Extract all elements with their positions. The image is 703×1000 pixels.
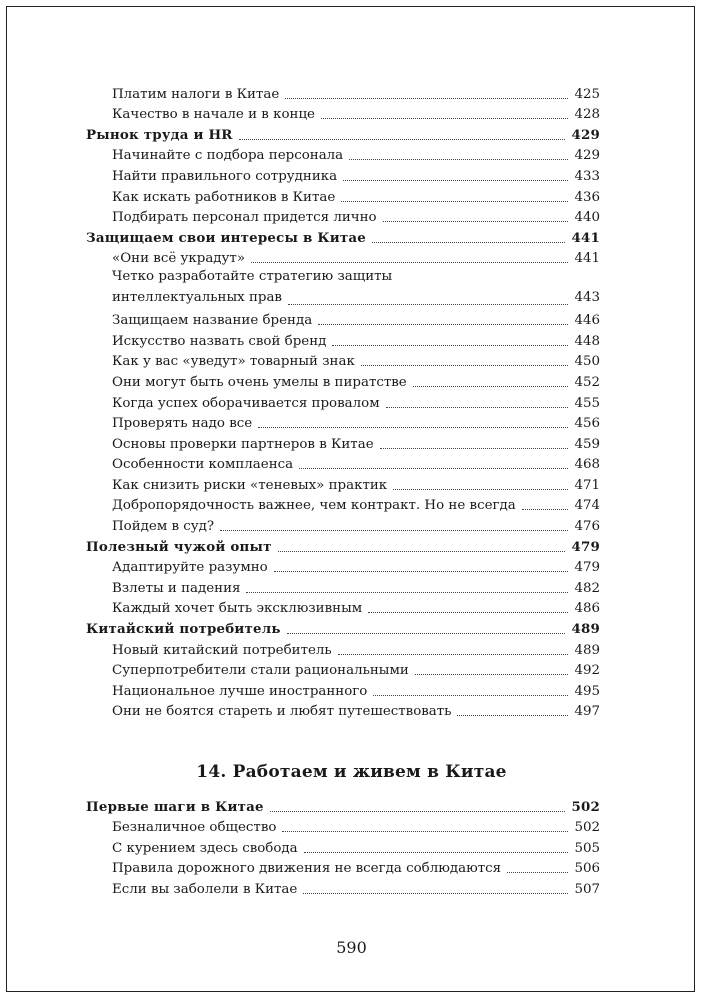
toc-entry — [86, 329, 600, 350]
toc-entry-title: Пойдем в суд? — [112, 519, 215, 535]
toc-entry-page: 436 — [574, 189, 600, 205]
toc-entry — [86, 185, 600, 206]
toc-entry-title: Они не боятся стареть и любят путешествовать — [112, 704, 452, 720]
toc-entry — [86, 836, 600, 857]
toc-entry-page: 492 — [574, 663, 600, 679]
toc-entry-title: С курением здесь свобода — [112, 840, 298, 856]
toc-entry-page: 502 — [574, 820, 600, 836]
toc-entry — [86, 144, 600, 165]
toc-entry-page: 507 — [574, 881, 600, 897]
dot-leader — [522, 508, 569, 510]
toc-entry-page: 433 — [574, 168, 600, 184]
toc-section-entry — [86, 617, 600, 638]
toc-entry — [86, 576, 600, 597]
toc-entry — [86, 103, 600, 124]
toc-entry-title: Адаптируйте разумно — [112, 560, 268, 576]
dot-leader — [258, 426, 568, 428]
dot-leader — [507, 871, 568, 873]
dot-leader — [318, 323, 568, 325]
dot-leader — [383, 220, 569, 222]
dot-leader — [287, 632, 566, 634]
toc-entry — [86, 638, 600, 659]
toc-entry-page: 471 — [574, 477, 600, 493]
toc-entry-title: Защищаем свои интересы в Китае — [86, 229, 366, 246]
toc-entry-title: Взлеты и падения — [112, 580, 241, 596]
dot-leader — [373, 694, 568, 696]
toc-entry-page: 429 — [574, 148, 600, 164]
toc-entry-title: Искусство назвать свой бренд — [112, 333, 327, 349]
toc-entry-page: 425 — [574, 86, 600, 102]
toc-entry-page: 450 — [574, 354, 600, 370]
toc-entry-title: Национальное лучше иностранного — [112, 683, 368, 699]
toc-entry-title: Подбирать персонал придется лично — [112, 210, 377, 226]
toc-entry-page: 479 — [574, 560, 600, 576]
toc-entry — [86, 514, 600, 535]
toc-section-entry — [86, 123, 600, 144]
toc-entry-title-continued: интеллектуальных прав — [112, 289, 282, 305]
toc-entry-title: Платим налоги в Китае — [112, 86, 280, 102]
dot-leader — [282, 830, 568, 832]
toc-entry-title: Когда успех оборачивается провалом — [112, 395, 380, 411]
table-of-contents-lower — [86, 795, 600, 898]
dot-leader — [303, 892, 568, 894]
dot-leader — [361, 364, 569, 366]
toc-entry-title: Начинайте с подбора персонала — [112, 148, 344, 164]
toc-entry-page: 502 — [571, 798, 600, 815]
dot-leader — [278, 550, 566, 552]
chapter-title: 14. Работаем и живем в Китае — [196, 762, 507, 782]
toc-entry-title: Правила дорожного движения не всегда соблюдаются — [112, 861, 502, 877]
toc-entry — [86, 659, 600, 680]
toc-entry-title: Рынок труда и HR — [86, 126, 233, 143]
dot-leader — [349, 158, 568, 160]
toc-entry — [86, 597, 600, 618]
toc-entry — [86, 82, 600, 103]
toc-entry-page: 452 — [574, 374, 600, 390]
toc-entry — [86, 412, 600, 433]
toc-entry-title: Они могут быть очень умелы в пиратстве — [112, 374, 407, 390]
toc-entry-page: 455 — [574, 395, 600, 411]
dot-leader — [332, 344, 568, 346]
toc-entry-page: 476 — [574, 519, 600, 535]
dot-leader — [304, 851, 569, 853]
toc-entry-page: 459 — [574, 436, 600, 452]
dot-leader — [386, 406, 569, 408]
toc-entry-page: 486 — [574, 601, 600, 617]
toc-entry — [86, 432, 600, 453]
toc-entry — [86, 370, 600, 391]
dot-leader — [368, 611, 568, 613]
toc-entry-title: Найти правильного сотрудника — [112, 168, 338, 184]
toc-entry-page: 489 — [571, 621, 600, 638]
toc-entry-page: 505 — [574, 840, 600, 856]
toc-entry-page: 489 — [574, 642, 600, 658]
dot-leader — [288, 303, 568, 305]
dot-leader — [393, 488, 568, 490]
toc-entry-page: 429 — [571, 126, 600, 143]
dot-leader — [413, 385, 569, 387]
dot-leader — [321, 117, 568, 119]
toc-entry-title: Проверять надо все — [112, 416, 253, 432]
toc-entry — [86, 453, 600, 474]
toc-entry-page: 482 — [574, 580, 600, 596]
toc-entry-title: Качество в начале и в конце — [112, 107, 315, 123]
dot-leader — [457, 714, 568, 716]
toc-entry-title: Новый китайский потребитель — [112, 642, 332, 658]
toc-entry — [86, 877, 600, 898]
toc-entry-page: 441 — [571, 229, 600, 246]
dot-leader — [380, 447, 569, 449]
dot-leader — [239, 138, 566, 140]
toc-entry-title: Добропорядочность важнее, чем контракт. Но не всегда — [112, 498, 516, 514]
toc-entry-page: 443 — [574, 289, 600, 305]
toc-entry-title: Суперпотребители стали рациональными — [112, 663, 409, 679]
toc-entry — [86, 206, 600, 227]
toc-entry — [86, 247, 600, 268]
toc-entry-page: 479 — [571, 538, 600, 555]
dot-leader — [246, 591, 568, 593]
toc-entry-page: 497 — [574, 704, 600, 720]
toc-entry — [86, 494, 600, 515]
dot-leader — [415, 673, 569, 675]
toc-entry-title: Основы проверки партнеров в Китае — [112, 436, 374, 452]
dot-leader — [338, 653, 569, 655]
toc-entry — [86, 267, 600, 308]
dot-leader — [270, 810, 566, 812]
toc-entry-title: Полезный чужой опыт — [86, 538, 272, 555]
toc-entry — [86, 473, 600, 494]
toc-entry-page: 468 — [574, 457, 600, 473]
toc-entry — [86, 309, 600, 330]
toc-entry-title: Китайский потребитель — [86, 621, 281, 638]
dot-leader — [343, 179, 568, 181]
dot-leader — [274, 570, 569, 572]
toc-entry-page: 506 — [574, 861, 600, 877]
toc-section-entry — [86, 795, 600, 816]
table-of-contents-upper — [86, 82, 600, 720]
toc-entry-title: Как у вас «уведут» товарный знак — [112, 354, 355, 370]
dot-leader — [299, 467, 568, 469]
toc-entry-title: Защищаем название бренда — [112, 313, 313, 329]
dot-leader — [220, 529, 568, 531]
toc-entry-title: Безналичное общество — [112, 820, 277, 836]
toc-entry-page: 474 — [574, 498, 600, 514]
toc-entry — [86, 391, 600, 412]
toc-entry — [86, 350, 600, 371]
toc-entry — [86, 816, 600, 837]
toc-entry-page: 456 — [574, 416, 600, 432]
toc-entry-title: Особенности комплаенса — [112, 457, 294, 473]
toc-entry-title: Каждый хочет быть эксклюзивным — [112, 601, 363, 617]
dot-leader — [341, 200, 568, 202]
toc-entry-page: 440 — [574, 210, 600, 226]
page-number: 590 — [336, 938, 367, 957]
toc-entry — [86, 679, 600, 700]
toc-entry — [86, 700, 600, 721]
toc-entry-page: 495 — [574, 683, 600, 699]
toc-entry-title: Первые шаги в Китае — [86, 798, 264, 815]
toc-entry-title: Как снизить риски «теневых» практик — [112, 477, 388, 493]
toc-entry-title: «Они всё украдут» — [112, 251, 246, 267]
toc-entry-page: 441 — [574, 251, 600, 267]
toc-entry-page: 446 — [574, 313, 600, 329]
toc-section-entry — [86, 535, 600, 556]
dot-leader — [285, 97, 568, 99]
dot-leader — [251, 261, 568, 263]
toc-entry — [86, 556, 600, 577]
toc-entry-page: 428 — [574, 107, 600, 123]
dot-leader — [372, 241, 565, 243]
toc-entry-title: Если вы заболели в Китае — [112, 881, 298, 897]
toc-entry-title: Как искать работников в Китае — [112, 189, 336, 205]
toc-entry-title: Четко разработайте стратегию защиты — [112, 269, 393, 285]
toc-entry — [86, 164, 600, 185]
toc-entry — [86, 857, 600, 878]
toc-entry-page: 448 — [574, 333, 600, 349]
toc-section-entry — [86, 226, 600, 247]
